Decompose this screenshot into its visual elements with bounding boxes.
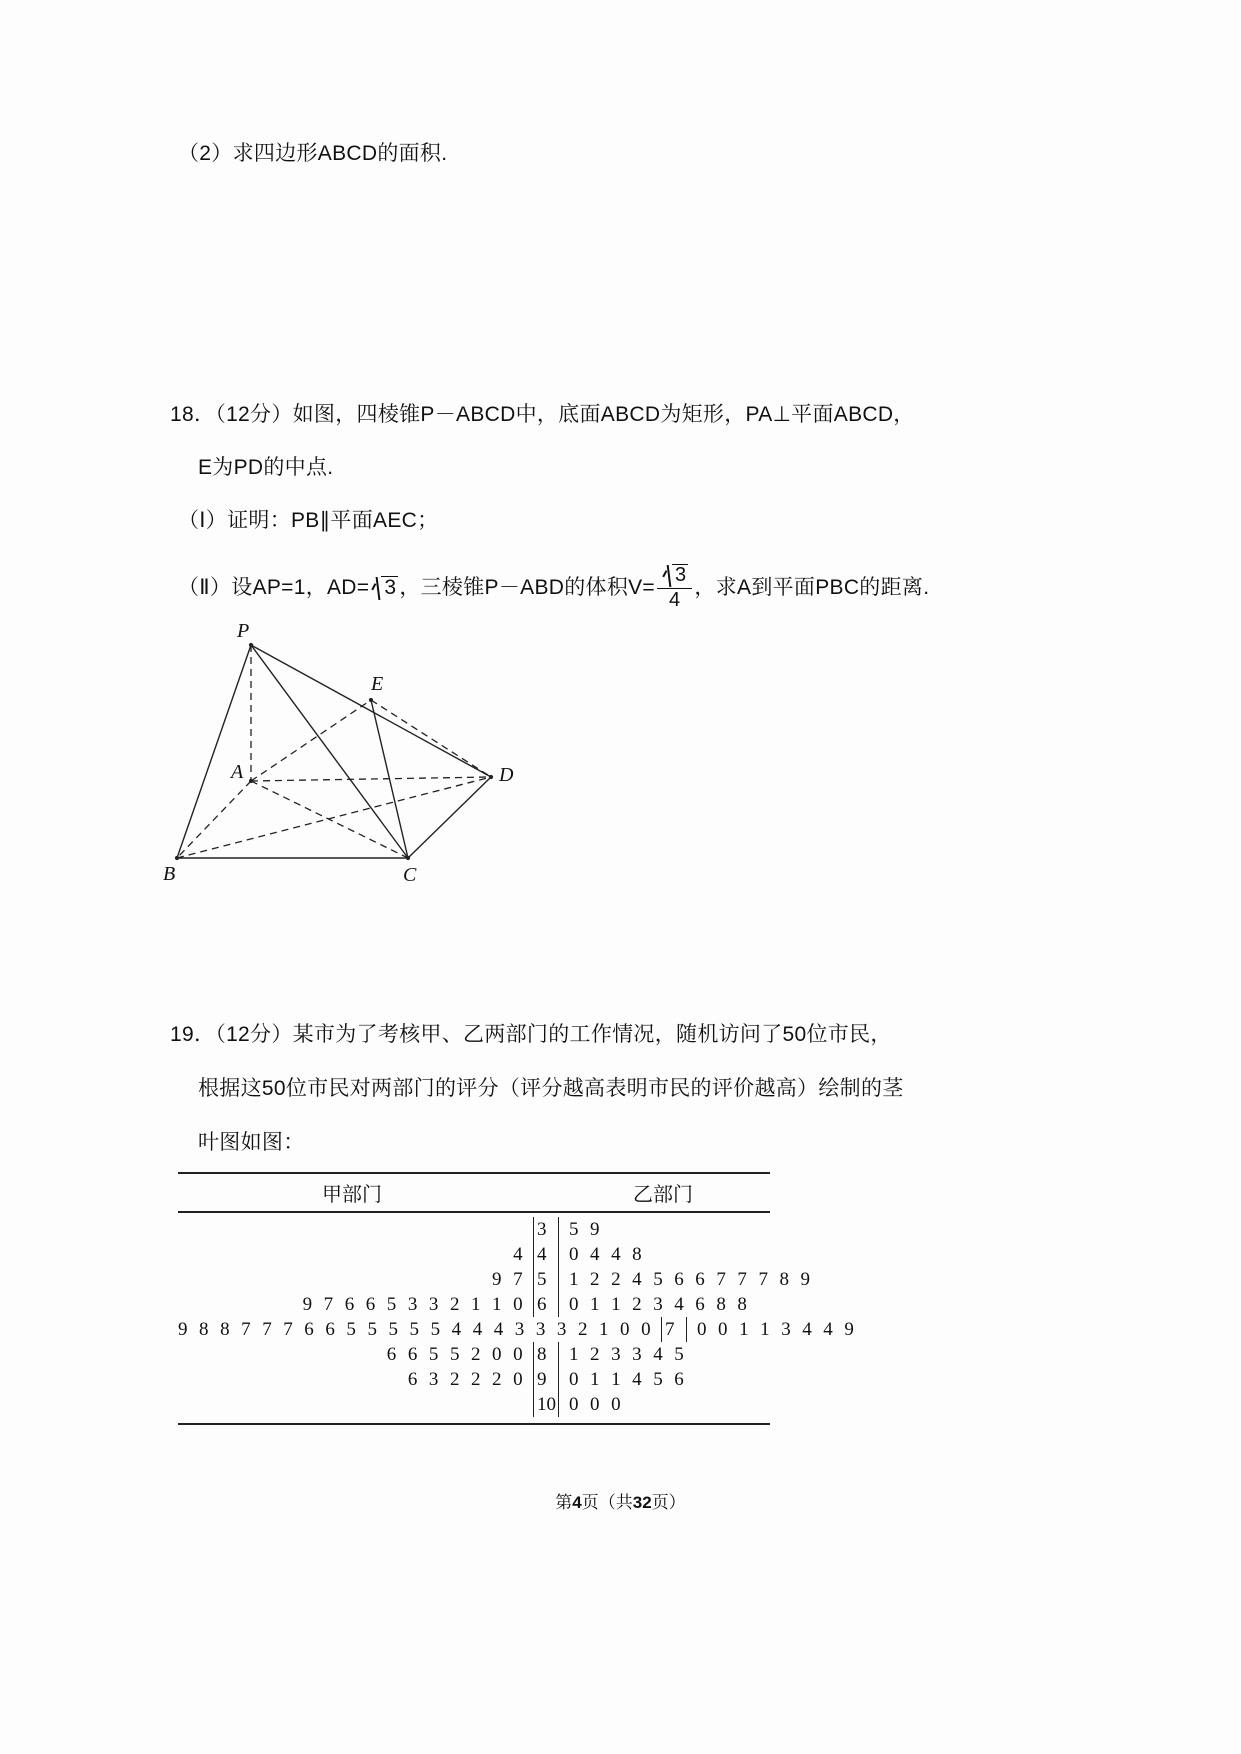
stem-value: 5 <box>533 1267 559 1292</box>
pyramid-svg <box>155 615 575 890</box>
vertex-dot-D <box>489 775 493 779</box>
leaf-left: 9 7 6 6 5 3 3 2 1 1 0 <box>302 1293 526 1315</box>
question-18-sub-2-prefix: （Ⅱ）设AP=1， <box>178 576 327 600</box>
sqrt-3-radicand: 3 <box>381 576 398 600</box>
question-18-line-2: E为PD的中点. <box>198 456 334 479</box>
footer-prefix: 第 <box>555 1493 573 1512</box>
leaf-right: 1 2 3 3 4 5 <box>569 1343 688 1365</box>
edge-CD <box>408 777 491 858</box>
stem-value: 6 <box>533 1292 559 1317</box>
leaf-right: 5 9 <box>569 1218 603 1240</box>
stem-value: 10 <box>533 1392 559 1417</box>
page-footer <box>0 1488 1241 1513</box>
leaf-left: 4 <box>513 1243 526 1265</box>
question-18-sub-2 <box>178 565 929 612</box>
solid-edges <box>177 645 491 858</box>
question-19-score: （12分） <box>215 1023 293 1046</box>
question-19-line-3: 叶图如图： <box>198 1131 305 1154</box>
stem-value: 3 <box>533 1217 559 1242</box>
leaf-left: 9 7 <box>492 1268 526 1290</box>
question-18-score: （12分） <box>215 403 293 426</box>
edge-AC <box>251 781 408 858</box>
vertex-dot-A <box>249 779 253 783</box>
vertex-label-E: E <box>371 673 384 695</box>
vertex-label-P: P <box>237 620 250 642</box>
leaf-left: 6 3 2 2 2 0 <box>407 1368 526 1390</box>
vertex-label-A: A <box>231 761 244 783</box>
question-18-sub-1: （Ⅰ）证明：PB∥平面AEC； <box>178 509 439 532</box>
stem-row <box>178 1392 770 1417</box>
leaf-right: 0 1 1 2 3 4 6 8 8 <box>569 1293 751 1315</box>
leaf-right: 0 0 1 1 3 4 4 9 <box>697 1318 858 1340</box>
question-18-line-1: 如图，四棱锥P－ABCD中，底面ABCD为矩形，PA⊥平面ABCD， <box>292 403 915 426</box>
question-19-number: 19． <box>170 1023 216 1046</box>
stem-row <box>178 1342 770 1367</box>
edge-PB <box>177 645 251 858</box>
vertex-label-B: B <box>163 863 176 885</box>
question-18-sub-2-mid: ，三棱锥P－ABD的体积V= <box>399 576 655 600</box>
leaf-left: 9 8 8 7 7 7 6 6 5 5 5 5 5 4 4 4 3 3 3 2 1 0 0 <box>178 1318 654 1340</box>
question-19-line-2: 根据这50位市民对两部门的评分（评分越高表明市民的评价越高）绘制的茎 <box>198 1077 904 1100</box>
leaf-right: 1 2 2 4 5 6 6 7 7 7 8 9 <box>569 1268 814 1290</box>
stem-row <box>178 1217 770 1242</box>
sqrt-3-numerator-radicand: 3 <box>672 564 688 587</box>
vertex-label-C: C <box>403 864 417 886</box>
leaf-right: 0 0 0 <box>569 1393 624 1415</box>
volume-fraction-denominator: 4 <box>668 589 681 612</box>
leaf-right: 0 1 1 4 5 6 <box>569 1368 688 1390</box>
volume-fraction <box>657 564 692 611</box>
stem-row <box>178 1292 770 1317</box>
stem-row <box>178 1267 814 1292</box>
stem-row <box>178 1367 770 1392</box>
footer-suffix: 页） <box>651 1493 686 1512</box>
question-17-part-2: （2）求四边形ABCD的面积. <box>178 142 448 165</box>
header-dept-yi: 乙部门 <box>633 1184 693 1206</box>
question-19-header-line <box>170 1018 892 1048</box>
question-18-number: 18． <box>170 403 216 426</box>
question-18-header-line <box>170 398 915 428</box>
edge-ED <box>371 700 491 777</box>
stem-value: 4 <box>533 1242 559 1267</box>
edge-PD <box>251 645 491 777</box>
edge-AE <box>251 700 371 781</box>
stem-value: 8 <box>533 1342 559 1367</box>
table-rule-bottom <box>178 1423 770 1425</box>
vertex-dot-B <box>175 856 179 860</box>
edge-AB <box>177 781 251 858</box>
volume-fraction-numerator <box>657 564 692 587</box>
sqrt-3-inline <box>370 576 398 600</box>
footer-mid: 页（共 <box>581 1493 633 1512</box>
edge-PC <box>251 645 408 858</box>
leaf-left: 6 6 5 5 2 0 0 <box>386 1343 526 1365</box>
stem-and-leaf-header <box>178 1174 770 1211</box>
vertex-dot-P <box>249 643 253 647</box>
stem-row <box>178 1242 770 1267</box>
leaf-right: 0 4 4 8 <box>569 1243 646 1265</box>
sqrt-3-numerator <box>661 564 688 587</box>
footer-total-pages: 32 <box>632 1493 652 1512</box>
stem-and-leaf-table <box>178 1172 858 1425</box>
ad-label: AD= <box>327 576 370 600</box>
vertex-dot-C <box>406 856 410 860</box>
stem-value: 9 <box>533 1367 559 1392</box>
pyramid-figure <box>155 615 575 890</box>
edge-BD <box>177 777 491 858</box>
question-18-sub-2-suffix: ，求A到平面PBC的距离. <box>694 576 930 600</box>
vertex-label-D: D <box>499 764 514 786</box>
stem-value: 7 <box>661 1317 687 1342</box>
footer-page-number: 4 <box>572 1493 582 1512</box>
stem-row <box>178 1317 858 1342</box>
stem-and-leaf-body <box>178 1213 858 1423</box>
question-19-line-1: 某市为了考核甲、乙两部门的工作情况，随机访问了50位市民， <box>292 1023 892 1046</box>
edge-AD <box>251 777 491 781</box>
header-dept-jia: 甲部门 <box>322 1184 382 1206</box>
vertex-dot-E <box>369 698 373 702</box>
